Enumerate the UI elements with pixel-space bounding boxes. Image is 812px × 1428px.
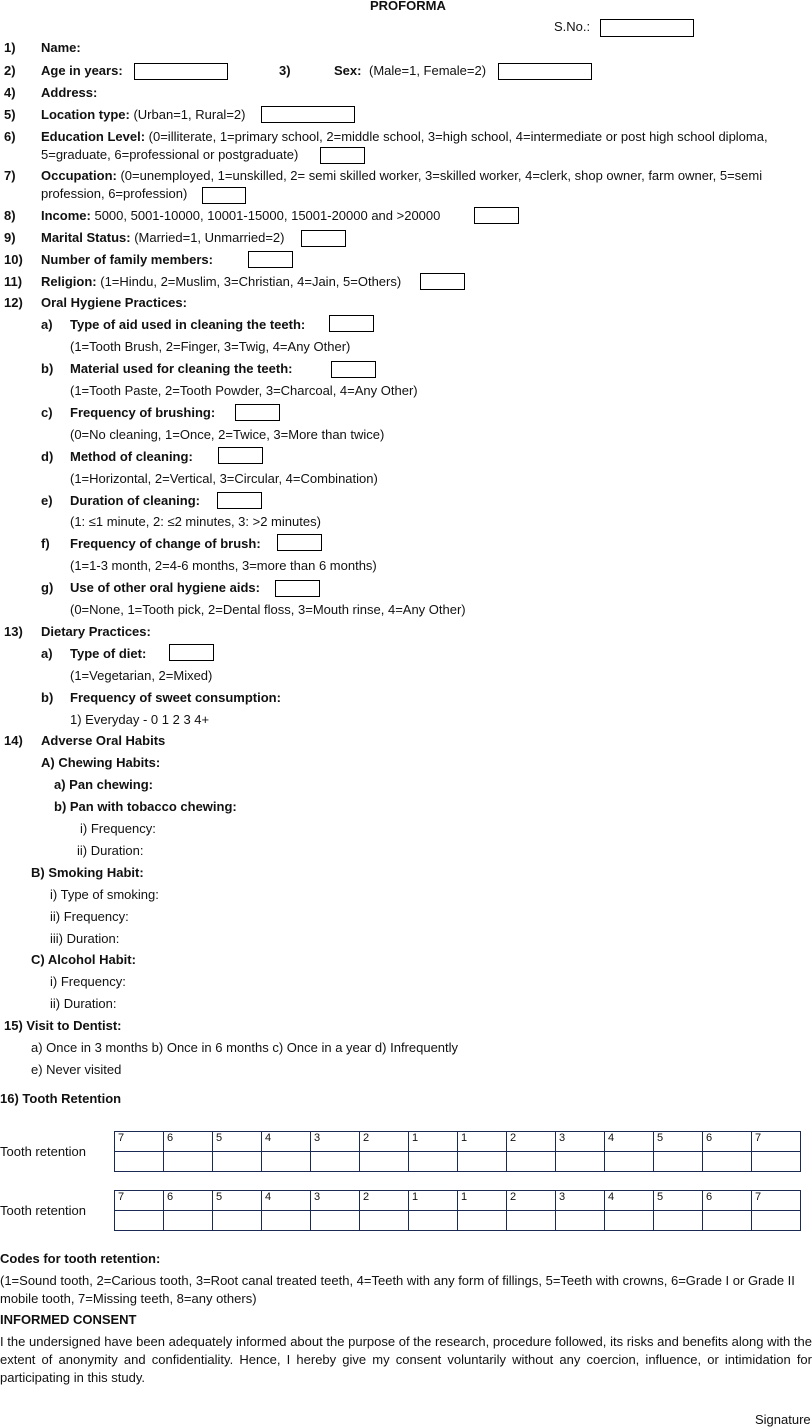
- q12g-label: Use of other oral hygiene aids:: [70, 580, 260, 595]
- tooth-number-cell: 3: [311, 1191, 360, 1211]
- q12e-letter: e): [41, 493, 53, 508]
- q13a-options: (1=Vegetarian, 2=Mixed): [70, 668, 213, 683]
- q12f-label: Frequency of change of brush:: [70, 536, 261, 551]
- q12a-options: (1=Tooth Brush, 2=Finger, 3=Twig, 4=Any Other): [70, 339, 351, 354]
- q12c-label: Frequency of brushing:: [70, 405, 216, 420]
- q5-number: 5): [4, 107, 16, 122]
- tooth-code-cell[interactable]: [115, 1211, 164, 1231]
- q1-name-label: Name:: [41, 40, 81, 55]
- tooth-number-cell: 2: [507, 1132, 556, 1152]
- q8-income-label: Income:: [41, 208, 91, 223]
- tooth-retention-table-upper: [114, 1131, 801, 1172]
- duration-field[interactable]: [217, 492, 262, 509]
- alcohol-habit-label: C) Alcohol Habit:: [31, 952, 136, 967]
- tooth-number-cell: 1: [409, 1191, 458, 1211]
- tooth-code-cell[interactable]: [262, 1211, 311, 1231]
- tooth-number-cell: 7: [115, 1191, 164, 1211]
- q9-number: 9): [4, 230, 16, 245]
- q15-options-line1: a) Once in 3 months b) Once in 6 months c) Once in a year d) Infrequently: [31, 1040, 459, 1055]
- chewing-frequency-label: i) Frequency:: [80, 821, 156, 836]
- aid-type-field[interactable]: [329, 315, 374, 332]
- q10-number: 10): [4, 252, 23, 267]
- religion-field[interactable]: [420, 273, 465, 290]
- q12f-options: (1=1-3 month, 2=4-6 months, 3=more than 6 months): [70, 558, 377, 573]
- tooth-number-cell: 3: [556, 1132, 605, 1152]
- tooth-number-cell: 7: [115, 1132, 164, 1152]
- brushing-frequency-field[interactable]: [235, 404, 280, 421]
- q3-sex-label: Sex:: [334, 63, 362, 78]
- sex-field[interactable]: [498, 63, 592, 80]
- q7-occupation-options-line2: profession, 6=profession): [41, 186, 188, 201]
- q11-religion-options: (1=Hindu, 2=Muslim, 3=Christian, 4=Jain, 5=Others): [100, 274, 402, 289]
- q10-family-label: Number of family members:: [41, 252, 213, 267]
- q13b-label: Frequency of sweet consumption:: [70, 690, 281, 705]
- tooth-code-cell[interactable]: [752, 1152, 801, 1172]
- tooth-code-cell[interactable]: [556, 1152, 605, 1172]
- q4-address-label: Address:: [41, 85, 98, 100]
- tooth-code-cell[interactable]: [115, 1152, 164, 1172]
- codes-text: (1=Sound tooth, 2=Carious tooth, 3=Root canal treated teeth, 4=Teeth with any form of fillings, 5=Teeth with crowns, 6=Grade I or Grade II mobile tooth, 7=Missing teeth, 8=any others): [0, 1273, 795, 1306]
- tooth-number-cell: 1: [458, 1191, 507, 1211]
- tooth-code-cell[interactable]: [164, 1211, 213, 1231]
- tooth-code-cell[interactable]: [311, 1211, 360, 1231]
- q12g-options: (0=None, 1=Tooth pick, 2=Dental floss, 3=Mouth rinse, 4=Any Other): [70, 602, 466, 617]
- occupation-field[interactable]: [202, 187, 246, 204]
- q11-religion-label: Religion:: [41, 274, 97, 289]
- tooth-number-cell: 5: [213, 1132, 262, 1152]
- tooth-code-cell[interactable]: [507, 1152, 556, 1172]
- page-title: PROFORMA: [370, 0, 446, 13]
- tooth-number-cell: 3: [556, 1191, 605, 1211]
- tooth-code-cell[interactable]: [703, 1152, 752, 1172]
- q12d-letter: d): [41, 449, 54, 464]
- tooth-number-row: [115, 1132, 801, 1152]
- tooth-number-cell: 6: [703, 1191, 752, 1211]
- tooth-number-cell: 4: [262, 1132, 311, 1152]
- tooth-code-cell[interactable]: [409, 1211, 458, 1231]
- q12b-options: (1=Tooth Paste, 2=Tooth Powder, 3=Charcoal, 4=Any Other): [70, 383, 418, 398]
- q12b-label: Material used for cleaning the teeth:: [70, 361, 293, 376]
- q5-location-options: (Urban=1, Rural=2): [133, 107, 246, 122]
- tooth-number-cell: 5: [213, 1191, 262, 1211]
- q12g-letter: g): [41, 580, 54, 595]
- tooth-number-cell: 6: [703, 1132, 752, 1152]
- q13-number: 13): [4, 624, 23, 639]
- location-field[interactable]: [261, 106, 355, 123]
- tooth-code-cell[interactable]: [654, 1211, 703, 1231]
- q2-number: 2): [4, 63, 16, 78]
- tooth-code-cell[interactable]: [556, 1211, 605, 1231]
- brush-change-field[interactable]: [277, 534, 322, 551]
- smoking-duration-label: iii) Duration:: [50, 931, 120, 946]
- tooth-code-cell[interactable]: [164, 1152, 213, 1172]
- tooth-number-cell: 6: [164, 1132, 213, 1152]
- q4-number: 4): [4, 85, 16, 100]
- q13a-letter: a): [41, 646, 53, 661]
- tooth-retention-row-label-lower: Tooth retention: [0, 1203, 87, 1218]
- alcohol-frequency-label: i) Frequency:: [50, 974, 126, 989]
- tooth-code-row: [115, 1152, 801, 1172]
- family-members-field[interactable]: [248, 251, 293, 268]
- q7-occupation-label: Occupation:: [41, 168, 117, 183]
- diet-type-field[interactable]: [169, 644, 214, 661]
- q6-education-options-line2: 5=graduate, 6=professional or postgraduate): [41, 147, 299, 162]
- tooth-code-cell[interactable]: [654, 1152, 703, 1172]
- sno-field[interactable]: [600, 19, 694, 37]
- tooth-number-cell: 4: [262, 1191, 311, 1211]
- q9-marital-options: (Married=1, Unmarried=2): [134, 230, 285, 245]
- tooth-retention-table-lower: [114, 1190, 801, 1231]
- q12-oral-hygiene-label: Oral Hygiene Practices:: [41, 295, 187, 310]
- tooth-code-cell[interactable]: [507, 1211, 556, 1231]
- tooth-code-cell[interactable]: [213, 1211, 262, 1231]
- sno-label: S.No.:: [554, 19, 591, 34]
- q9-marital-label: Marital Status:: [41, 230, 131, 245]
- q16-tooth-retention-label: 16) Tooth Retention: [0, 1091, 122, 1106]
- q8-number: 8): [4, 208, 16, 223]
- tooth-number-cell: 3: [311, 1132, 360, 1152]
- pan-chewing-label: a) Pan chewing:: [54, 777, 153, 792]
- codes-label: Codes for tooth retention:: [0, 1251, 161, 1266]
- q2-age-label: Age in years:: [41, 63, 123, 78]
- q15-dentist-label: 15) Visit to Dentist:: [4, 1018, 122, 1033]
- tooth-code-cell[interactable]: [458, 1152, 507, 1172]
- q12e-label: Duration of cleaning:: [70, 493, 200, 508]
- consent-heading: INFORMED CONSENT: [0, 1312, 137, 1327]
- method-field[interactable]: [218, 447, 263, 464]
- tooth-code-cell[interactable]: [605, 1152, 654, 1172]
- q1-number: 1): [4, 40, 16, 55]
- q6-education-options-line1: (0=illiterate, 1=primary school, 2=middle school, 3=high school, 4=intermediate or post high school diploma,: [148, 129, 768, 144]
- q14-number: 14): [4, 733, 23, 748]
- material-field[interactable]: [331, 361, 376, 378]
- q3-sex-options: (Male=1, Female=2): [369, 63, 487, 78]
- tooth-number-cell: 2: [360, 1132, 409, 1152]
- q11-number: 11): [4, 274, 23, 289]
- q7-number: 7): [4, 168, 16, 183]
- q13a-label: Type of diet:: [70, 646, 147, 661]
- q12c-letter: c): [41, 405, 53, 420]
- tooth-code-cell[interactable]: [409, 1152, 458, 1172]
- q3-number: 3): [279, 63, 291, 78]
- tooth-number-cell: 5: [654, 1191, 703, 1211]
- education-field[interactable]: [320, 147, 365, 164]
- smoking-habit-label: B) Smoking Habit:: [31, 865, 144, 880]
- other-aids-field[interactable]: [275, 580, 320, 597]
- tooth-number-cell: 4: [605, 1132, 654, 1152]
- tooth-code-cell[interactable]: [213, 1152, 262, 1172]
- q12f-letter: f): [41, 536, 50, 551]
- marital-field[interactable]: [301, 230, 346, 247]
- q12b-letter: b): [41, 361, 54, 376]
- tooth-number-cell: 5: [654, 1132, 703, 1152]
- consent-text: I the undersigned have been adequately informed about the purpose of the research, procedure followed, its risks and benefits along with the extent of anonymity and confidentiality. Hence, I hereby give my consent voluntarily without any coercion, influence, or intimidation for participating in this study.: [0, 1334, 812, 1385]
- tooth-code-cell[interactable]: [311, 1152, 360, 1172]
- q15-options-line2: e) Never visited: [31, 1062, 122, 1077]
- q12a-label: Type of aid used in cleaning the teeth:: [70, 317, 306, 332]
- q12d-label: Method of cleaning:: [70, 449, 193, 464]
- tooth-code-cell[interactable]: [458, 1211, 507, 1231]
- tooth-code-cell[interactable]: [360, 1211, 409, 1231]
- q12-number: 12): [4, 295, 23, 310]
- tooth-number-cell: 2: [507, 1191, 556, 1211]
- income-field[interactable]: [474, 207, 519, 224]
- tooth-number-cell: 6: [164, 1191, 213, 1211]
- q12a-letter: a): [41, 317, 53, 332]
- q6-number: 6): [4, 129, 16, 144]
- q8-income-options: 5000, 5001-10000, 10001-15000, 15001-20000 and >20000: [94, 208, 441, 223]
- tooth-number-cell: 7: [752, 1191, 801, 1211]
- tooth-code-cell[interactable]: [605, 1211, 654, 1231]
- tooth-code-row: [115, 1211, 801, 1231]
- tooth-code-cell[interactable]: [752, 1211, 801, 1231]
- age-field[interactable]: [134, 63, 228, 80]
- q14-habits-label: Adverse Oral Habits: [41, 733, 166, 748]
- q13b-letter: b): [41, 690, 54, 705]
- pan-tobacco-label: b) Pan with tobacco chewing:: [54, 799, 237, 814]
- tooth-number-cell: 4: [605, 1191, 654, 1211]
- q13-dietary-label: Dietary Practices:: [41, 624, 151, 639]
- q12c-options: (0=No cleaning, 1=Once, 2=Twice, 3=More than twice): [70, 427, 385, 442]
- q7-occupation-options-line1: (0=unemployed, 1=unskilled, 2= semi skilled worker, 3=skilled worker, 4=clerk, shop owner, farm owner, 5=semi: [120, 168, 763, 183]
- q13b-options: 1) Everyday - 0 1 2 3 4+: [70, 712, 210, 727]
- tooth-number-cell: 7: [752, 1132, 801, 1152]
- tooth-retention-row-label-upper: Tooth retention: [0, 1144, 87, 1159]
- q12d-options: (1=Horizontal, 2=Vertical, 3=Circular, 4=Combination): [70, 471, 378, 486]
- signature-label: Signature: [755, 1412, 811, 1427]
- chewing-duration-label: ii) Duration:: [77, 843, 144, 858]
- q12e-options: (1: ≤1 minute, 2: ≤2 minutes, 3: >2 minutes): [70, 514, 321, 529]
- tooth-code-cell[interactable]: [262, 1152, 311, 1172]
- tooth-number-cell: 1: [458, 1132, 507, 1152]
- alcohol-duration-label: ii) Duration:: [50, 996, 117, 1011]
- smoking-frequency-label: ii) Frequency:: [50, 909, 129, 924]
- tooth-code-cell[interactable]: [703, 1211, 752, 1231]
- chewing-habits-label: A) Chewing Habits:: [41, 755, 161, 770]
- tooth-code-cell[interactable]: [360, 1152, 409, 1172]
- q6-education-label: Education Level:: [41, 129, 146, 144]
- tooth-number-row: [115, 1191, 801, 1211]
- tooth-number-cell: 2: [360, 1191, 409, 1211]
- smoking-type-label: i) Type of smoking:: [50, 887, 159, 902]
- tooth-number-cell: 1: [409, 1132, 458, 1152]
- q5-location-label: Location type:: [41, 107, 130, 122]
